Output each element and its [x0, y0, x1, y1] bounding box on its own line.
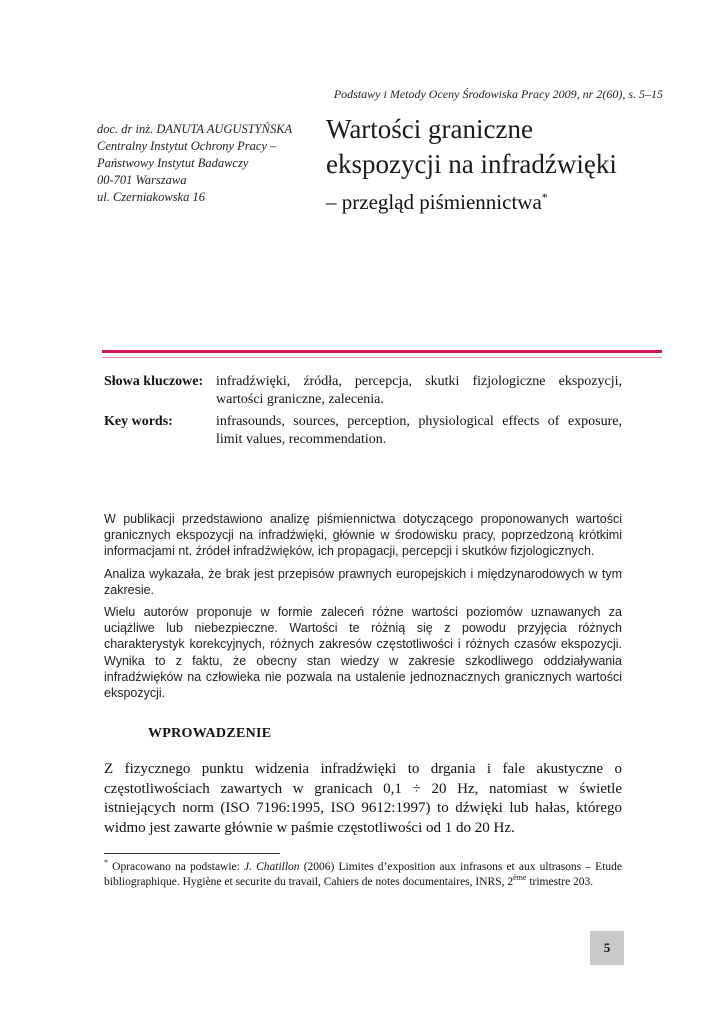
footnote: [104, 860, 622, 890]
header-divider: [102, 350, 662, 353]
affiliation-postal: 00-701 Warszawa: [97, 173, 187, 187]
footnote-superscript: ème: [513, 873, 527, 883]
author-affiliation: [97, 121, 322, 206]
article-title: [326, 112, 686, 182]
page-number: 5: [590, 931, 624, 965]
article-title-block: [326, 112, 686, 216]
abstract-paragraph-2: Analiza wykazała, że brak jest przepisów prawnych europejskich i międzynarodowych w tym zakresie.: [104, 566, 622, 597]
author-name: doc. dr inż. DANUTA AUGUSTYŃSKA: [97, 122, 293, 136]
journal-citation: Podstawy i Metody Oceny Środowiska Pracy 2009, nr 2(60), s. 5–15: [333, 87, 663, 101]
affiliation-line-2: Państwowy Instytut Badawczy: [97, 156, 249, 170]
footnote-body: (2006) Limites d’exposition aux infrasons et aux ultrasons – Etude bibliographique. Hygiène et securite du travail, Cahiers de notes documentaires, INRS, 2: [104, 861, 622, 888]
keywords-english-label: Key words:: [104, 414, 173, 429]
keywords-english: [104, 413, 622, 449]
footnote-mark: *: [104, 858, 108, 868]
title-footnote-mark: *: [541, 190, 548, 204]
affiliation-line-1: Centralny Instytut Ochrony Pracy –: [97, 139, 277, 153]
footnote-author: J. Chatillon: [243, 861, 300, 873]
subtitle-text: – przegląd piśmiennictwa: [326, 190, 542, 214]
article-subtitle: [326, 188, 686, 216]
keywords-polish: [104, 373, 622, 409]
section-heading: WPROWADZENIE: [148, 726, 272, 741]
title-line-1: Wartości graniczne: [326, 114, 533, 144]
keywords-english-text: infrasounds, sources, perception, physiological effects of exposure, limit values, recommendation.: [216, 414, 622, 447]
footnote-prefix: Opracowano na podstawie:: [108, 861, 244, 873]
footnote-divider: [104, 853, 280, 854]
footnote-end: trimestre 203.: [526, 876, 594, 888]
header-divider-thin: [102, 357, 662, 358]
abstract-paragraph-3: Wielu autorów proponuje w formie zaleceń różne wartości poziomów uznawanych za uciążliwe lub niebezpieczne. Wartości te różnią się z powodu przyjęcia różnych charakterystyk korekcyjnych, różnych zakresów częstotliwości i różnych czasów ekspozycji. Wynika to z faktu, że obecny stan wiedzy w zakresie szkodliwego oddziaływania infradźwięków na człowieka nie pozwala na ustalenie jednoznacznych granicznych wartości ekspozycji.: [104, 605, 622, 701]
keywords-polish-label: Słowa kluczowe:: [104, 374, 204, 389]
affiliation-street: ul. Czerniakowska 16: [97, 190, 205, 204]
abstract: [104, 511, 622, 707]
abstract-paragraph-1: W publikacji przedstawiono analizę piśmiennictwa dotyczącego proponowanych wartości granicznych ekspozycji na infradźwięki, głównie w środowisku pracy, poprzedzoną krótkimi informacjami nt. źródeł infradźwięków, ich propagacji, percepcji i skutków fizjologicznych.: [104, 512, 622, 559]
keywords-polish-text: infradźwięki, źródła, percepcja, skutki fizjologiczne ekspozycji, wartości graniczne, zalecenia.: [216, 374, 622, 407]
title-line-2: ekspozycji na infradźwięki: [326, 149, 617, 179]
intro-paragraph: Z fizycznego punktu widzenia infradźwięki to drgania i fale akustyczne o częstotliwościach zawartych w granicach 0,1 ÷ 20 Hz, natomiast w świetle istniejących norm (ISO 7196:1995, ISO 9612:1997) to dźwięki lub hałas, którego widmo jest zawarte głównie w paśmie częstotliwości od 1 do 20 Hz.: [104, 761, 622, 836]
